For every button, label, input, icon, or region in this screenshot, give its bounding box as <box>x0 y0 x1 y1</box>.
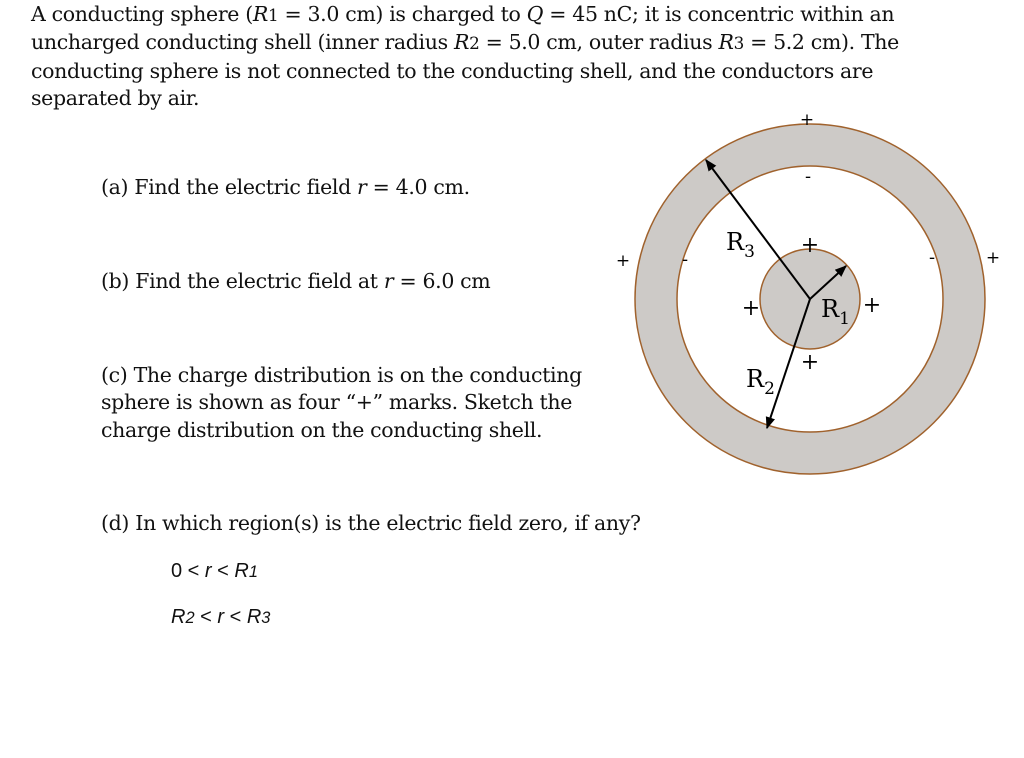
answer-upper-symbol: R <box>246 606 262 628</box>
question-d: (d) In which region(s) is the electric field zero, if any? <box>101 511 641 535</box>
r1-label: $R_1$ <box>821 295 850 329</box>
answer-lower-subscript: 2 <box>185 609 195 627</box>
answer-operator: < <box>211 560 235 582</box>
q-symbol: Q <box>526 2 544 26</box>
r-variable: r <box>217 606 225 628</box>
r3-symbol: R <box>718 30 734 55</box>
answer-region-1 <box>171 558 258 585</box>
answer-operator: < <box>194 606 218 628</box>
answer-lower-bound: 0 <box>171 560 183 582</box>
r-variable: r <box>204 560 212 582</box>
concentric-sphere-diagram <box>600 100 1020 500</box>
question-b-value: = 6.0 cm <box>393 269 491 293</box>
answer-operator: < <box>224 606 247 628</box>
answer-upper-subscript: 1 <box>248 563 258 581</box>
intro-text: = 5.2 cm). The conducting sphere is not connected to the conducting shell, and the conductors are separated by air. <box>31 30 899 110</box>
r2-subscript: 2 <box>469 33 480 54</box>
r1-subscript: 1 <box>267 5 279 25</box>
sphere-charge-top: + <box>800 233 820 258</box>
answer-region-2 <box>171 604 270 631</box>
intro-text: = 3.0 cm) is charged to <box>278 2 527 26</box>
sphere-charge-bottom: + <box>800 350 820 375</box>
intro-text: = 5.0 cm, outer radius <box>479 30 719 55</box>
shell-inner-charge-top: - <box>804 166 812 187</box>
intro-text: A conducting sphere ( <box>31 2 253 26</box>
answer-upper-subscript: 3 <box>261 609 271 627</box>
answer-operator: < <box>182 560 205 582</box>
sphere-charge-left: + <box>741 296 761 321</box>
r-variable: r <box>383 269 394 293</box>
question-a-text: (a) Find the electric field <box>101 175 358 199</box>
r3-label: $R_3$ <box>726 228 755 262</box>
shell-outer-charge-right: + <box>985 248 1001 268</box>
question-b-text: (b) Find the electric field at <box>101 269 384 293</box>
answer-upper-symbol: R <box>234 560 249 582</box>
intro-text: = 45 nC; it is concentric within an uncharged conducting shell (inner radius <box>31 2 895 55</box>
shell-outer-charge-left: + <box>615 251 631 271</box>
problem-statement <box>31 1 911 112</box>
shell-inner-charge-right: - <box>928 247 936 268</box>
r3-subscript: 3 <box>733 33 744 54</box>
question-a <box>101 174 470 201</box>
sphere-charge-right: + <box>862 293 882 318</box>
answer-lower-symbol: R <box>171 606 186 628</box>
question-a-value: = 4.0 cm. <box>366 175 470 199</box>
shell-inner-charge-left: - <box>681 249 689 270</box>
r2-label: $R_2$ <box>746 365 775 399</box>
question-c: (c) The charge distribution is on the conducting sphere is shown as four “+” marks. Sketch the charge distribution on the conducting shell. <box>101 363 582 442</box>
shell-outer-charge-top: + <box>799 110 815 130</box>
question-b <box>101 268 490 295</box>
r-variable: r <box>357 175 367 199</box>
r1-symbol: R <box>252 2 268 26</box>
r2-symbol: R <box>453 30 470 55</box>
